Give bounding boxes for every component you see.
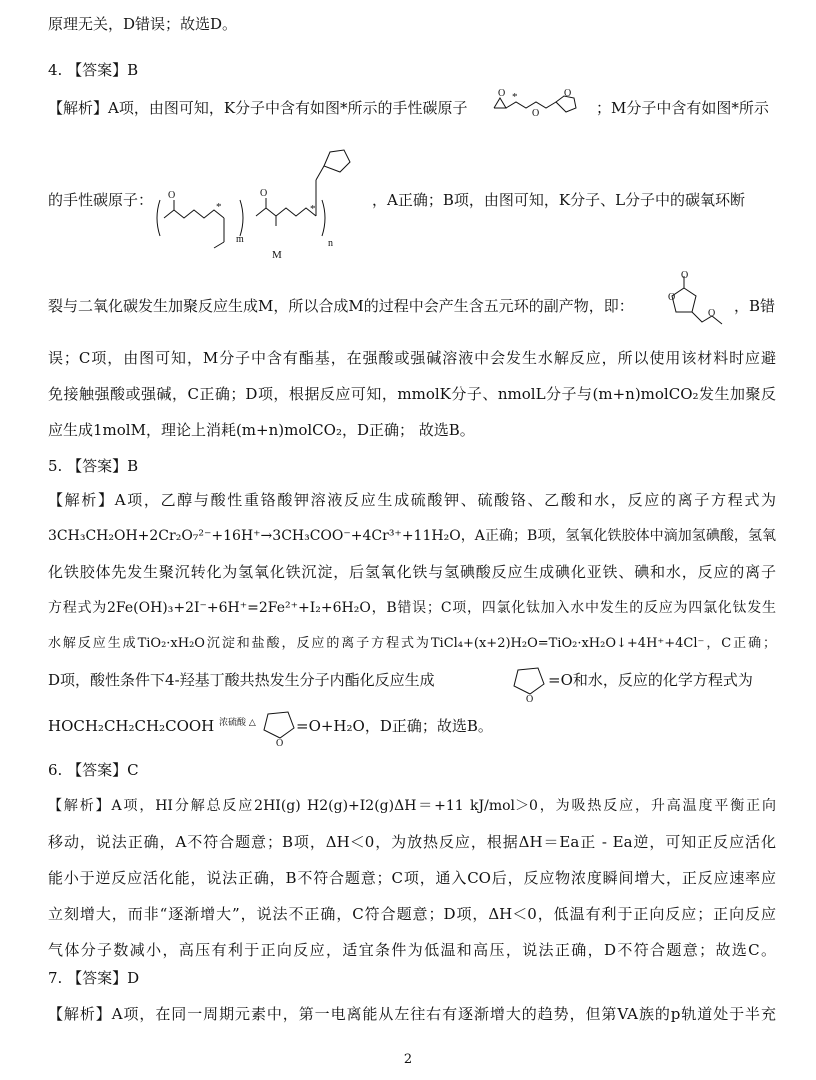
molecule-k-chiral (490, 86, 610, 120)
text-line: 方程式为2Fe(OH)₃+2I⁻+6H⁺=2Fe²⁺+I₂+6H₂O，B错误；C项，四氯化钛加入水中发生的反应为四氯化钛发生 (48, 600, 776, 616)
reaction-condition: 浓硫酸 △ (219, 718, 256, 728)
svg-text:*: * (216, 201, 222, 213)
text-line: 裂与二氧化碳发生加聚反应生成M，所以合成M的过程中会产生含五元环的副产物，即： (48, 297, 634, 315)
molecule-cyclic-carbonate (664, 270, 734, 340)
text-line: 水解反应生成TiO₂·xH₂O沉淀和盐酸，反应的离子方程式为TiCl₄+(x+2)H₂O=TiO₂·xH₂O↓+4H⁺+4Cl⁻，C正确； (48, 636, 776, 651)
text-line: 气体分子数减小，高压有利于正向反应，适宜条件为低温和高压，说法正确，D不符合题意；故选C。 (48, 941, 776, 959)
text-line: 【解析】A项，在同一周期元素中，第一电离能从左往右有逐渐增大的趋势，但第VA族的p轨道处于半充 (48, 1005, 776, 1023)
question-4-answer: 4. 【答案】B (48, 61, 139, 79)
text-line: 3CH₃CH₂OH+2Cr₂O₇²⁻+16H⁺→3CH₃COO⁻+4Cr³⁺+11H₂O，A正确；B项，氢氧化铁胶体中滴加氢碘酸，氢氧 (48, 528, 776, 544)
svg-text:O: O (708, 308, 716, 319)
text-line: 【解析】A项，由图可知，K分子中含有如图*所示的手性碳原子 (48, 99, 468, 117)
text-line: HOCH₂CH₂CH₂COOH $^{浓硫酸 \triangle}$ (48, 717, 256, 735)
text-line: 免接触强酸或强碱，C正确；D项，根据反应可知，mmolK分子、nmolL分子与(m+n)molCO₂发生加聚反 (48, 385, 776, 403)
text-line: 原理无关，D错误；故选D。 (48, 15, 238, 33)
svg-text:O: O (498, 88, 506, 99)
molecule-m-structure (152, 130, 364, 260)
svg-text:O: O (260, 188, 268, 199)
svg-text:O: O (532, 108, 540, 119)
question-7-answer: 7. 【答案】D (48, 969, 140, 987)
svg-text:O: O (564, 88, 572, 99)
text-line: =O和水，反应的化学方程式为 (548, 671, 753, 689)
text-line: 的手性碳原子： (48, 191, 154, 209)
svg-text:*: * (310, 203, 316, 215)
text-line: 立刻增大，而非“逐渐增大”，说法不正确，C符合题意；D项，ΔH＜0，低温有利于正向反应；正向反应 (48, 905, 776, 923)
text-line: =O+H₂O，D正确；故选B。 (296, 717, 493, 735)
question-6-answer: 6. 【答案】C (48, 761, 139, 779)
text-line: 【解析】A项，乙醇与酸性重铬酸钾溶液反应生成硫酸钾、硫酸铬、乙酸和水，反应的离子方程式为 (48, 491, 776, 509)
svg-text:M: M (272, 249, 282, 260)
svg-text:O: O (668, 292, 676, 303)
text-line: 应生成1molM，理论上消耗(m+n)molCO₂，D正确； 故选B。 (48, 421, 475, 439)
text-line: 【解析】A项，HI分解总反应2HI(g) H2(g)+I2(g)ΔH＝+11 kJ/mol＞0，为吸热反应，升高温度平衡正向 (48, 798, 776, 814)
text-line: 能小于逆反应活化能，说法正确，B不符合题意；C项，通入CO后，反应物浓度瞬间增大，正反应速率应 (48, 869, 776, 887)
svg-text:*: * (512, 91, 518, 103)
svg-text:m: m (236, 234, 244, 245)
text-line: 移动，说法正确，A不符合题意；B项，ΔH＜0，为放热反应，根据ΔH＝Ea正 - Ea逆，可知正反应活化 (48, 833, 776, 851)
svg-text:O: O (276, 738, 284, 746)
svg-text:n: n (328, 238, 333, 249)
svg-text:O: O (168, 190, 176, 201)
text-line: D项，酸性条件下4-羟基丁酸共热发生分子内酯化反应生成 (48, 671, 435, 689)
text-line: 误；C项，由图可知，M分子中含有酯基，在强酸或强碱溶液中会发生水解反应，所以使用该材料时应避 (48, 349, 776, 367)
text-line: 化铁胶体先发生聚沉转化为氢氧化铁沉淀，后氢氧化铁与氢碘酸反应生成碘化亚铁、碘和水，反应的离子 (48, 563, 776, 581)
page-number: 2 (403, 1052, 413, 1067)
svg-text:O: O (526, 694, 534, 702)
question-5-answer: 5. 【答案】B (48, 457, 139, 475)
text-line: ，B错 (734, 297, 776, 315)
svg-text:O: O (681, 270, 689, 281)
text-line: ，A正确；B项，由图可知，K分子、L分子中的碳氧环断 (372, 191, 746, 209)
text-line: ；M分子中含有如图*所示 (596, 99, 769, 117)
